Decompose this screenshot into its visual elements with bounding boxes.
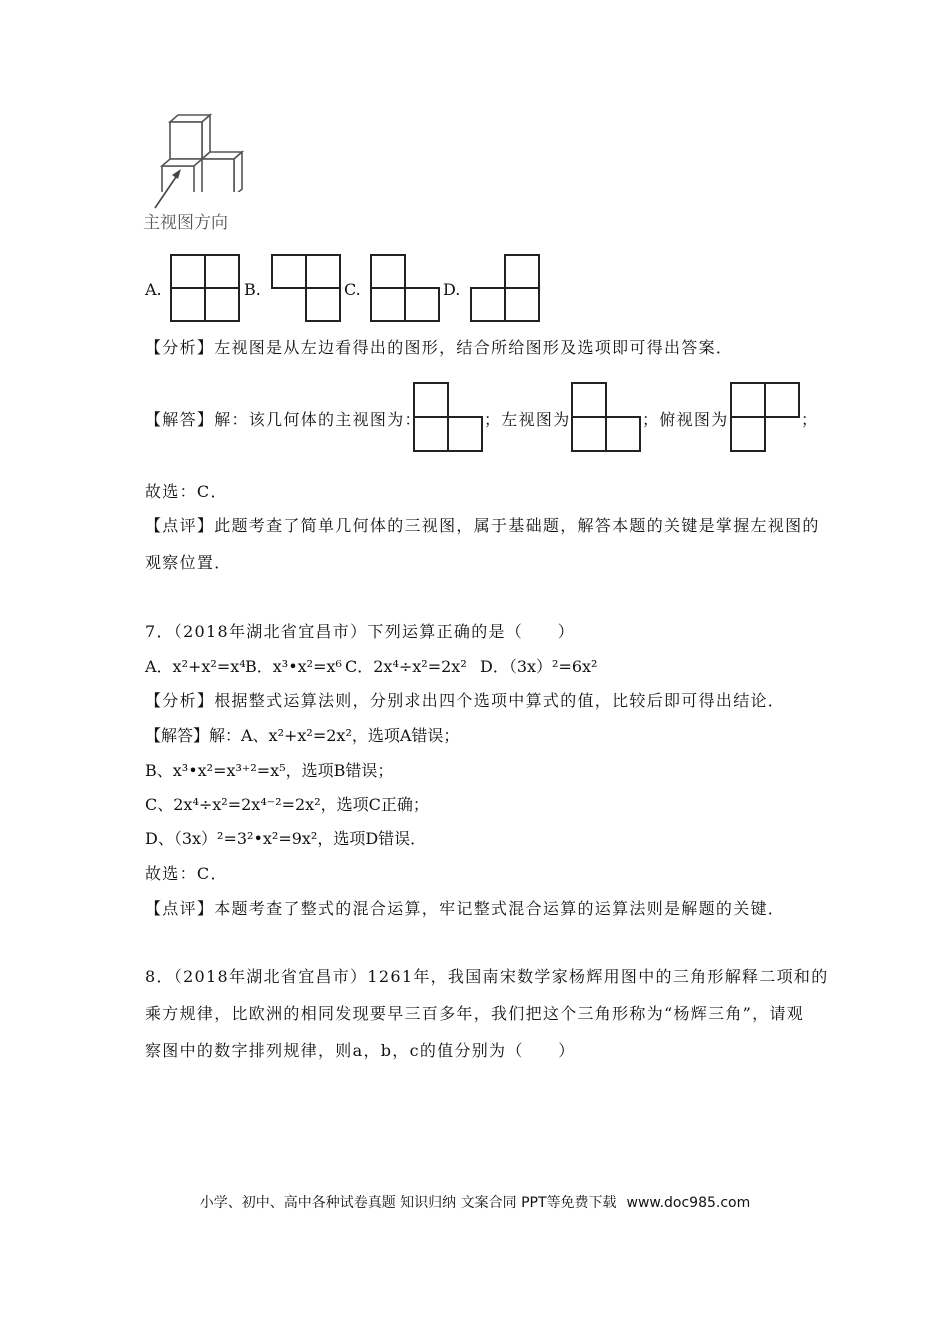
figure-caption: 主视图方向 xyxy=(143,213,228,233)
view-direction-arrow xyxy=(150,168,190,213)
option-d-figure xyxy=(470,254,542,326)
page-footer xyxy=(0,1192,950,1212)
q7-option-a: A．x²+x²=x⁴ xyxy=(145,657,246,676)
q7-stem: 7．（2018年湖北省宜昌市）下列运算正确的是（ ） xyxy=(145,622,575,641)
option-b-label: B. xyxy=(244,280,261,299)
top-view-figure xyxy=(729,382,801,456)
option-c-figure xyxy=(370,254,442,326)
q6-choice: 故选：C． xyxy=(145,482,228,501)
option-c-label: C. xyxy=(344,280,361,299)
q7-choice: 故选：C． xyxy=(145,864,228,883)
q8-line-1: 8．（2018年湖北省宜昌市）1261年，我国南宋数学家杨辉用图中的三角形解释二项和的 xyxy=(145,967,829,986)
q7-solution-b: B、x³•x²=x³⁺²=x⁵，选项B错误； xyxy=(145,761,394,780)
q7-analysis: 【分析】根据整式运算法则，分别求出四个选项中算式的值，比较后即可得出结论． xyxy=(145,691,786,710)
q8-line-2: 乘方规律，比欧洲的相同发现要早三百多年，我们把这个三角形称为“杨辉三角”，请观 xyxy=(145,1004,805,1023)
front-view-figure xyxy=(412,382,484,456)
option-a-figure xyxy=(170,254,242,326)
q6-answer-end: ； xyxy=(801,410,818,429)
q6-comment-line-2: 观察位置． xyxy=(145,553,232,572)
q6-analysis: 【分析】左视图是从左边看得出的图形，结合所给图形及选项即可得出答案． xyxy=(145,338,734,357)
footer-text: 小学、初中、高中各种试卷真题 知识归纳 文案合同 PPT等免费下载 xyxy=(199,1195,617,1211)
q7-option-d: D．（3x）²=6x² xyxy=(480,657,598,676)
option-b-figure xyxy=(271,254,343,326)
q7-solution-a: 【解答】解：A、x²+x²=2x²，选项A错误； xyxy=(145,726,460,745)
q7-option-b: B．x³•x²=x⁶ xyxy=(245,657,342,676)
q7-option-c: C．2x⁴÷x²=2x² xyxy=(345,657,467,676)
option-a-label: A. xyxy=(145,280,162,299)
q6-answer-sep1: ；左视图为 xyxy=(484,410,571,429)
q6-comment-line-1: 【点评】此题考查了简单几何体的三视图，属于基础题，解答本题的关键是掌握左视图的 xyxy=(145,516,820,535)
q6-answer-sep2: ；俯视图为 xyxy=(642,410,729,429)
q7-comment: 【点评】本题考查了整式的混合运算，牢记整式混合运算的运算法则是解题的关键． xyxy=(145,899,786,918)
q6-answer-prefix: 【解答】解：该几何体的主视图为： xyxy=(145,410,422,429)
option-d-label: D. xyxy=(443,280,461,299)
q8-line-3: 察图中的数字排列规律，则a，b，c的值分别为（ ） xyxy=(145,1041,576,1060)
q7-solution-c: C、2x⁴÷x²=2x⁴⁻²=2x²，选项C正确； xyxy=(145,795,429,814)
footer-site-link[interactable]: www.doc985.com xyxy=(626,1195,751,1211)
q7-solution-d: D、（3x）²=3²•x²=9x²，选项D错误． xyxy=(145,829,427,848)
left-view-figure xyxy=(570,382,642,456)
